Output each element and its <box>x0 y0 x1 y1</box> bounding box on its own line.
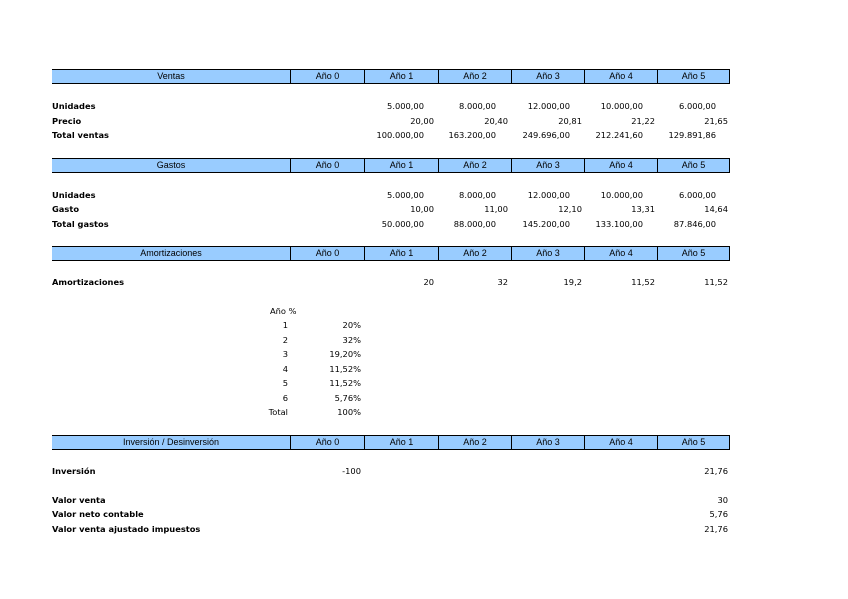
valor-venta-row <box>52 494 730 506</box>
cell-ano4: 212.241,60 <box>595 130 643 140</box>
gastos-row-unidades <box>52 189 730 201</box>
amortizaciones-header-row <box>52 246 730 261</box>
ventas-header-ano2: Año 2 <box>438 70 511 83</box>
gastos-header-ano2: Año 2 <box>438 159 511 172</box>
amort-pct-value: 11,52% <box>329 364 361 374</box>
amort-pct-year: 1 <box>282 320 288 330</box>
cell-ano4: 133.100,00 <box>595 219 643 229</box>
cell-ano3: 12.000,00 <box>527 101 570 111</box>
valor-neto-contable-row <box>52 508 730 520</box>
amort-pct-year: 2 <box>282 335 288 345</box>
row-label: Valor venta ajustado impuestos <box>52 524 201 534</box>
cell-ano1: 20,00 <box>410 116 434 126</box>
ventas-header-ano5: Año 5 <box>657 70 730 83</box>
cell-ano2: 88.000,00 <box>453 219 496 229</box>
cell-ano5: 21,65 <box>704 116 728 126</box>
amort-pct-value: 11,52% <box>329 378 361 388</box>
ventas-header-title: Ventas <box>157 71 185 81</box>
cell-ano5: 30 <box>717 495 728 505</box>
row-label: Gasto <box>52 204 80 214</box>
ventas-row-precio <box>52 115 730 127</box>
inversion-header-row <box>52 435 730 450</box>
ventas-header-row <box>52 69 730 84</box>
amortizaciones-header-ano5: Año 5 <box>657 247 730 260</box>
inversion-header-ano5: Año 5 <box>657 436 730 449</box>
amortizaciones-header-ano2: Año 2 <box>438 247 511 260</box>
cell-ano1: 5.000,00 <box>387 190 424 200</box>
cell-ano3: 19,2 <box>563 277 582 287</box>
cell-ano1: 50.000,00 <box>381 219 424 229</box>
ventas-header-ano0: Año 0 <box>290 70 364 83</box>
ventas-row-unidades <box>52 100 730 112</box>
amort-pct-value: 5,76% <box>334 393 361 403</box>
cell-ano5: 21,76 <box>704 466 728 476</box>
gastos-header-title: Gastos <box>156 160 186 170</box>
amortizaciones-header-ano0: Año 0 <box>290 247 364 260</box>
inversion-header-ano1: Año 1 <box>364 436 438 449</box>
amort-pct-value: 19,20% <box>329 349 361 359</box>
amort-pct-year: 6 <box>282 393 288 403</box>
amort-pct-year: 5 <box>282 378 288 388</box>
cell-ano5: 6.000,00 <box>679 190 716 200</box>
cell-ano3: 12,10 <box>558 204 582 214</box>
cell-ano2: 8.000,00 <box>459 101 496 111</box>
inversion-header-ano3: Año 3 <box>511 436 584 449</box>
amort-pct-total-label: Total <box>268 407 288 417</box>
ventas-header-ano3: Año 3 <box>511 70 584 83</box>
amort-pct-total-value: 100% <box>337 407 361 417</box>
cell-ano2: 32 <box>497 277 508 287</box>
cell-ano4: 11,52 <box>631 277 655 287</box>
row-label: Unidades <box>52 101 96 111</box>
cell-ano0: -100 <box>342 466 361 476</box>
ventas-row-total <box>52 129 730 141</box>
gastos-row-total <box>52 218 730 230</box>
ventas-header-ano1: Año 1 <box>364 70 438 83</box>
cell-ano2: 20,40 <box>484 116 508 126</box>
inversion-header-title: Inversión / Desinversión <box>122 437 220 447</box>
gastos-header-ano3: Año 3 <box>511 159 584 172</box>
amortizaciones-header-ano3: Año 3 <box>511 247 584 260</box>
cell-ano4: 13,31 <box>631 204 655 214</box>
amort-pct-year: 3 <box>282 349 288 359</box>
amort-pct-year: 4 <box>282 364 288 374</box>
gastos-header-ano1: Año 1 <box>364 159 438 172</box>
cell-ano4: 10.000,00 <box>600 101 643 111</box>
row-label: Unidades <box>52 190 96 200</box>
cell-ano5: 14,64 <box>704 204 728 214</box>
gastos-header-row <box>52 158 730 173</box>
row-label: Amortizaciones <box>52 277 125 287</box>
amortizaciones-row <box>52 276 730 288</box>
gastos-header-ano0: Año 0 <box>290 159 364 172</box>
cell-ano5: 21,76 <box>704 524 728 534</box>
cell-ano5: 5,76 <box>709 509 728 519</box>
amortizaciones-header-title: Amortizaciones <box>140 248 202 258</box>
cell-ano5: 87.846,00 <box>673 219 716 229</box>
cell-ano3: 249.696,00 <box>522 130 570 140</box>
ventas-header-ano4: Año 4 <box>584 70 657 83</box>
inversion-row <box>52 465 730 477</box>
cell-ano2: 163.200,00 <box>448 130 496 140</box>
inversion-header-ano2: Año 2 <box>438 436 511 449</box>
cell-ano5: 129.891,86 <box>668 130 716 140</box>
cell-ano1: 5.000,00 <box>387 101 424 111</box>
gastos-header-ano4: Año 4 <box>584 159 657 172</box>
valor-venta-ajustado-row <box>52 523 730 535</box>
amort-pct-value: 20% <box>342 320 361 330</box>
cell-ano5: 6.000,00 <box>679 101 716 111</box>
cell-ano5: 11,52 <box>704 277 728 287</box>
cell-ano2: 11,00 <box>484 204 508 214</box>
row-label: Inversión <box>52 466 96 476</box>
cell-ano4: 10.000,00 <box>600 190 643 200</box>
inversion-header-ano4: Año 4 <box>584 436 657 449</box>
row-label: Total gastos <box>52 219 109 229</box>
inversion-header-ano0: Año 0 <box>290 436 364 449</box>
row-label: Valor neto contable <box>52 509 144 519</box>
cell-ano3: 12.000,00 <box>527 190 570 200</box>
row-label: Valor venta <box>52 495 106 505</box>
cell-ano3: 145.200,00 <box>522 219 570 229</box>
row-label: Total ventas <box>52 130 110 140</box>
cell-ano1: 20 <box>423 277 434 287</box>
amort-pct-header: Año % <box>270 306 297 316</box>
row-label: Precio <box>52 116 82 126</box>
cell-ano1: 10,00 <box>410 204 434 214</box>
gastos-header-ano5: Año 5 <box>657 159 730 172</box>
gastos-row-gasto <box>52 203 730 215</box>
cell-ano2: 8.000,00 <box>459 190 496 200</box>
cell-ano4: 21,22 <box>631 116 655 126</box>
cell-ano3: 20,81 <box>558 116 582 126</box>
amort-pct-value: 32% <box>342 335 361 345</box>
amortizaciones-header-ano1: Año 1 <box>364 247 438 260</box>
amortizaciones-header-ano4: Año 4 <box>584 247 657 260</box>
cell-ano1: 100.000,00 <box>376 130 424 140</box>
